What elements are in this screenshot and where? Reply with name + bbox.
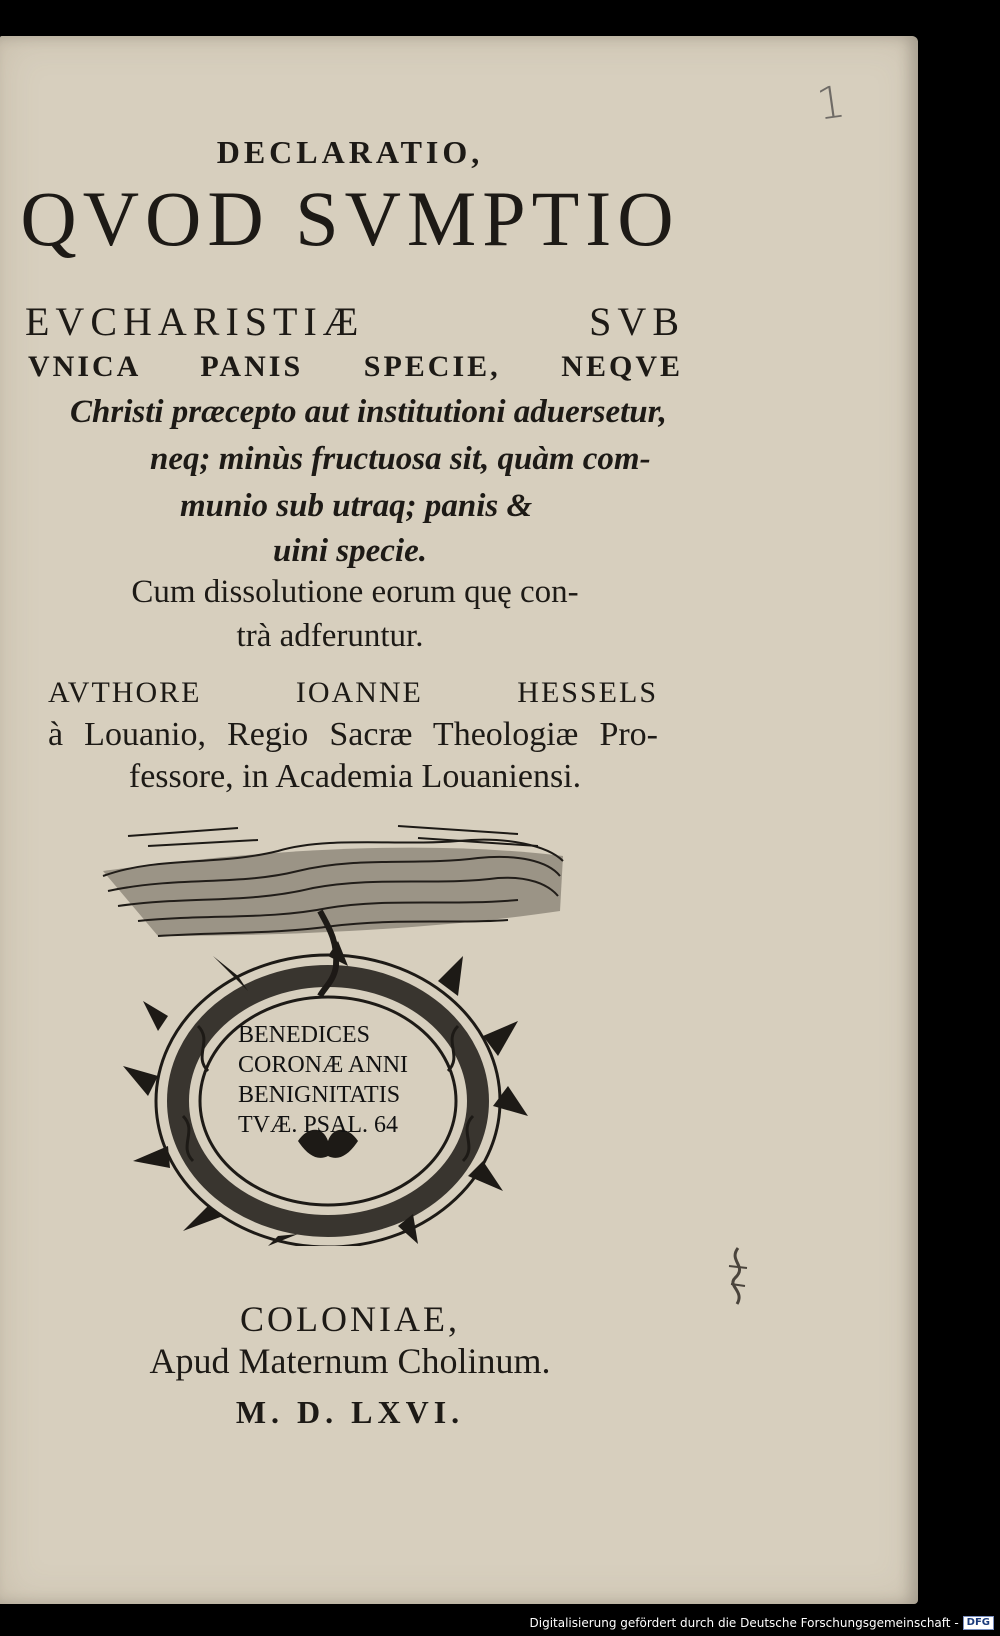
- dfg-logo: DFG: [963, 1616, 994, 1630]
- title-vnica-panis: VNICA PANIS SPECIE, NEQVE: [28, 350, 683, 383]
- device-motto-line: CORONÆ ANNI: [238, 1052, 409, 1078]
- author-title-line: fessore, in Academia Louaniensi.: [128, 758, 582, 795]
- title-cum-line: Cum dissolutione eorum quę con-: [131, 574, 579, 610]
- author-title-line: à Louanio, Regio Sacræ Theologiæ Pro-: [48, 716, 658, 753]
- title-italic-line: neq; minùs fructuosa sit, quàm com-: [150, 441, 651, 477]
- digitization-footer: [530, 1614, 995, 1632]
- imprint-city: COLONIAE,: [240, 1299, 460, 1339]
- title-italic-line: Christi præcepto aut institutioni aduersetur,: [70, 394, 667, 430]
- author-name: AVTHORE IOANNE HESSELS: [48, 676, 658, 709]
- device-motto-line: BENEDICES: [238, 1022, 370, 1048]
- footer-text: Digitalisierung gefördert durch die Deutsche Forschungsgemeinschaft -: [529, 1616, 959, 1630]
- title-italic-line: uini specie.: [273, 533, 427, 569]
- title-cum-line: trà adferuntur.: [236, 618, 424, 654]
- imprint-year: M. D. LXVI.: [235, 1394, 465, 1430]
- title-page: [0, 36, 918, 1604]
- device-motto-line: TVÆ. PSAL. 64: [238, 1112, 399, 1138]
- title-quod-sumptio: QVOD SVMPTIO: [20, 175, 680, 262]
- device-motto: [238, 1020, 438, 1140]
- title-italic-line: munio sub utraq; panis &: [180, 488, 533, 524]
- pencil-page-number: 1: [813, 76, 849, 131]
- title-declaratio: DECLARATIO,: [216, 134, 484, 170]
- imprint-printer: Apud Maternum Cholinum.: [149, 1341, 551, 1381]
- device-motto-line: BENIGNITATIS: [238, 1082, 401, 1108]
- ink-flourish-mark: [723, 1246, 753, 1306]
- title-eucharistiae: EVCHARISTIÆ SVB: [25, 299, 685, 344]
